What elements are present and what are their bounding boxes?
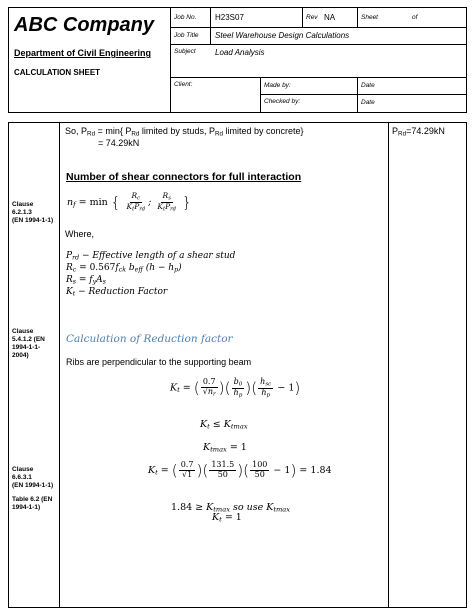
job-title-label: Job Title bbox=[174, 32, 199, 39]
kt-numeric-formula: $K_t$ = ( $\frac{0.7}{√1}$ )( $\frac{131.5}{50}$ )( $\frac{100}{50}$ − 1) = 1.84 bbox=[148, 460, 332, 480]
clause-6-2-1-3: Clause 6.2.1.3 (EN 1994-1-1) bbox=[12, 201, 54, 224]
sheet-type: CALCULATION SHEET bbox=[14, 68, 101, 77]
definition-rs: $R_s = f_yA_s$ bbox=[66, 275, 106, 286]
clause-6-6-3-1: Clause 6.6.3.1 (EN 1994-1-1) bbox=[12, 466, 54, 489]
ribs-text: Ribs are perpendicular to the supporting beam bbox=[66, 357, 252, 367]
of-label: of bbox=[412, 14, 418, 21]
job-no-value: H23S07 bbox=[215, 13, 244, 22]
sheet-label: Sheet bbox=[361, 14, 378, 21]
heading-shear-connectors: Number of shear connectors for full interaction bbox=[66, 171, 302, 183]
result-prd: $P_{Rd}=74.29kN$ bbox=[392, 126, 445, 138]
made-by-label: Made by: bbox=[264, 82, 291, 89]
rev-value: NA bbox=[324, 13, 336, 22]
definition-kt: $K_t$ − Reduction Factor bbox=[66, 287, 168, 298]
nf-formula: $n_f = \min$ { $\frac{R_c}{K_tP_{rd}}$ ; $\frac{R_s}{K_tP_{rd}}$ } bbox=[67, 191, 192, 213]
heading-reduction-factor: Calculation of Reduction factor bbox=[66, 333, 233, 345]
kt-general-formula: $K_t$ = ( $\frac{0.7}{√n_r}$ )( $\frac{b_0}{h_p}$ )( $\frac{h_{sc}}{h_p}$ − 1) bbox=[170, 377, 301, 398]
definition-prd: $P_{rd}$ − Effective length of a shear stud bbox=[66, 251, 236, 262]
kt-le-ktmax: $K_t \le K_{tmax}$ bbox=[200, 419, 248, 431]
ktmax-equals-one: $K_{tmax} = 1$ bbox=[203, 442, 247, 454]
final-kt: $K_t = 1$ bbox=[212, 512, 242, 524]
checked-by-label: Checked by: bbox=[264, 98, 301, 105]
subject-value: Load Analysis bbox=[215, 48, 265, 57]
so-result: = 74.29kN bbox=[98, 138, 140, 148]
job-title-value: Steel Warehouse Design Calculations bbox=[215, 31, 350, 40]
final-comparison: $1.84 \ge K_{tmax}$ so use $K_{tmax}$ bbox=[171, 502, 290, 514]
client-label: Client: bbox=[174, 81, 193, 88]
date-label-2: Date bbox=[361, 99, 375, 106]
company-name: ABC Company bbox=[14, 14, 155, 36]
so-line: So, $P_{Rd} = \min${ $P_{Rd}$ limited by studs, $P_{Rd}$ limited by concrete} bbox=[65, 126, 304, 138]
date-label-1: Date bbox=[361, 82, 375, 89]
department-name: Department of Civil Engineering bbox=[14, 48, 152, 58]
definition-rc: $R_c = 0.567f_{ck}$ $b_{eff}$ $(h - h_p)$ bbox=[66, 263, 182, 274]
job-no-label: Job No. bbox=[174, 14, 197, 21]
table-6-2-reference: Table 6.2 (EN 1994-1-1) bbox=[12, 496, 53, 511]
clause-5-4-1-2: Clause 5.4.1.2 (EN 1994-1-1- 2004) bbox=[12, 328, 45, 359]
where-label: Where, bbox=[65, 229, 95, 239]
rev-label: Rev bbox=[306, 14, 318, 21]
subject-label: Subject bbox=[174, 48, 196, 55]
